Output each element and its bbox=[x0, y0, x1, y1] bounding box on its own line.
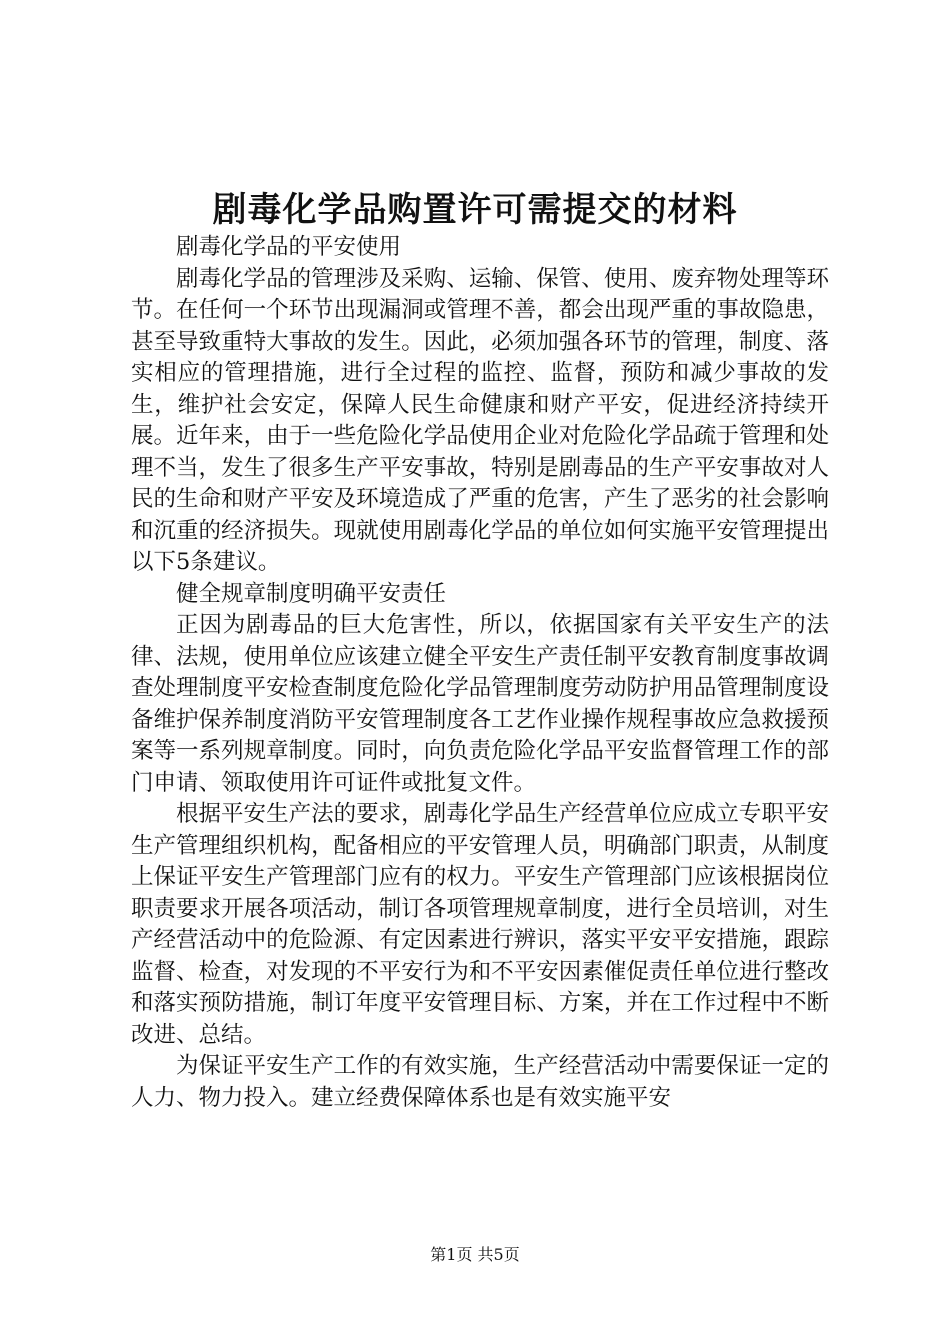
document-title: 剧毒化学品购置许可需提交的材料 bbox=[212, 190, 738, 230]
section-heading: 剧毒化学品的平安使用 bbox=[176, 234, 402, 260]
document-body bbox=[131, 232, 829, 1114]
body-paragraph: 根据平安生产法的要求，剧毒化学品生产经营单位应成立专职平安生产管理组织机构，配备相应的平安管理人员，明确部门职责，从制度上保证平安生产管理部门应有的权力。平安生产管理部门应该根据岗位职责要求开展各项活动，制订各项管理规章制度，进行全员培训，对生产经营活动中的危险源、有定因素进行辨识，落实平安平安措施，跟踪监督、检查，对发现的不平安行为和不平安因素催促责任单位进行整改和落实预防措施，制订年度平安管理目标、方案，并在工作过程中不断改进、总结。 bbox=[131, 801, 829, 1048]
body-paragraph: 为保证平安生产工作的有效实施，生产经营活动中需要保证一定的人力、物力投入。建立经费保障体系也是有效实施平安 bbox=[131, 1053, 829, 1111]
body-paragraph: 正因为剧毒品的巨大危害性，所以，依据国家有关平安生产的法律、法规，使用单位应该建立健全平安生产责任制平安教育制度事故调查处理制度平安检查制度危险化学品管理制度劳动防护用品管理制度设备维护保养制度消防平安管理制度各工艺作业操作规程事故应急救援预案等一系列规章制度。同时，向负责危险化学品平安监督管理工作的部门申请、领取使用许可证件或批复文件。 bbox=[131, 612, 829, 796]
page-number-footer: 第1页 共5页 bbox=[430, 1245, 520, 1264]
body-paragraph: 剧毒化学品的管理涉及采购、运输、保管、使用、废弃物处理等环节。在任何一个环节出现漏洞或管理不善，都会出现严重的事故隐患，甚至导致重特大事故的发生。因此，必须加强各环节的管理，制度、落实相应的管理措施，进行全过程的监控、监督，预防和减少事故的发生，维护社会安定，保障人民生命健康和财产平安，促进经济持续开展。近年来，由于一些危险化学品使用企业对危险化学品疏于管理和处理不当，发生了很多生产平安事故，特别是剧毒品的生产平安事故对人民的生命和财产平安及环境造成了严重的危害，产生了恶劣的社会影响和沉重的经济损失。现就使用剧毒化学品的单位如何实施平安管理提出以下5条建议。 bbox=[131, 265, 829, 575]
section-heading: 健全规章制度明确平安责任 bbox=[176, 580, 447, 607]
